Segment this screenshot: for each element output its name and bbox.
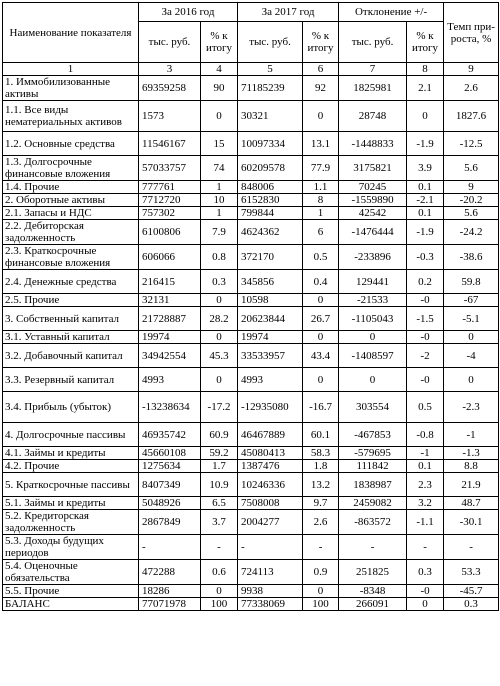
row-value: 724113 — [238, 560, 303, 585]
header-sub: тыс. руб. — [139, 22, 201, 63]
row-value: 0.5 — [303, 245, 339, 270]
row-value: -30.1 — [444, 510, 499, 535]
row-value: -1.3 — [444, 447, 499, 460]
table-row — [3, 331, 499, 344]
row-name: 3. Собственный капитал — [3, 307, 139, 331]
row-value: -21533 — [339, 294, 407, 307]
row-value: 30321 — [238, 101, 303, 132]
row-value: 1.1 — [303, 181, 339, 194]
row-value: - — [444, 535, 499, 560]
row-value: 1 — [303, 207, 339, 220]
table-row — [3, 535, 499, 560]
row-value: 2.6 — [303, 510, 339, 535]
row-value: 1275634 — [139, 460, 201, 473]
table-row — [3, 368, 499, 392]
row-value: 4993 — [238, 368, 303, 392]
column-index: 1 — [3, 63, 139, 76]
row-name: 5. Краткосрочные пассивы — [3, 473, 139, 497]
row-value: 77338069 — [238, 598, 303, 611]
row-value: 0.1 — [407, 181, 444, 194]
row-value: 32131 — [139, 294, 201, 307]
header-sub: % к итогу — [407, 22, 444, 63]
row-value: 4993 — [139, 368, 201, 392]
row-value: 18286 — [139, 585, 201, 598]
row-value: -12935080 — [238, 392, 303, 423]
row-value: 71185239 — [238, 76, 303, 101]
header-sub: тыс. руб. — [238, 22, 303, 63]
row-value: 100 — [303, 598, 339, 611]
row-name: 4. Долгосрочные пассивы — [3, 423, 139, 447]
row-value: 372170 — [238, 245, 303, 270]
row-value: -579695 — [339, 447, 407, 460]
table-row — [3, 132, 499, 156]
row-value: -0.8 — [407, 423, 444, 447]
column-index: 4 — [201, 63, 238, 76]
row-value: 100 — [201, 598, 238, 611]
row-name: 1.3. Долгосрочные финансовые вложения — [3, 156, 139, 181]
row-value: 5.6 — [444, 207, 499, 220]
row-value: 0.3 — [444, 598, 499, 611]
header-2016: За 2016 год — [139, 3, 238, 22]
row-name: 2.5. Прочие — [3, 294, 139, 307]
row-value: - — [303, 535, 339, 560]
row-value: 3175821 — [339, 156, 407, 181]
row-value: 0.3 — [201, 270, 238, 294]
header-name: Наименование показателя — [3, 3, 139, 63]
table-row — [3, 344, 499, 368]
row-value: 28.2 — [201, 307, 238, 331]
header-deviation: Отклонение +/- — [339, 3, 444, 22]
row-value: 74 — [201, 156, 238, 181]
table-row — [3, 76, 499, 101]
row-name: 4.2. Прочие — [3, 460, 139, 473]
row-value: 9 — [444, 181, 499, 194]
table-row — [3, 220, 499, 245]
row-value: 216415 — [139, 270, 201, 294]
row-value: -8348 — [339, 585, 407, 598]
row-value: 6 — [303, 220, 339, 245]
row-value: 0 — [444, 368, 499, 392]
row-value: 43.4 — [303, 344, 339, 368]
row-value: 28748 — [339, 101, 407, 132]
row-value: 0 — [407, 101, 444, 132]
row-value: 19974 — [139, 331, 201, 344]
row-value: -1.5 — [407, 307, 444, 331]
row-value: 757302 — [139, 207, 201, 220]
row-value: 1 — [201, 207, 238, 220]
row-name: 5.4. Оценочные обязательства — [3, 560, 139, 585]
table-row — [3, 245, 499, 270]
row-value: 5.6 — [444, 156, 499, 181]
row-name: 2.4. Денежные средства — [3, 270, 139, 294]
row-value: 0.3 — [407, 560, 444, 585]
row-name: 2. Оборотные активы — [3, 194, 139, 207]
table-row — [3, 460, 499, 473]
row-value: 1573 — [139, 101, 201, 132]
row-value: 10097334 — [238, 132, 303, 156]
row-value: -1408597 — [339, 344, 407, 368]
row-value: 472288 — [139, 560, 201, 585]
row-value: 1387476 — [238, 460, 303, 473]
table-row — [3, 560, 499, 585]
row-value: 2.6 — [444, 76, 499, 101]
row-value: 8.8 — [444, 460, 499, 473]
row-value: 92 — [303, 76, 339, 101]
row-name: 1. Иммобилизованные активы — [3, 76, 139, 101]
row-value: -20.2 — [444, 194, 499, 207]
header-growth-rate: Темп при-роста, % — [444, 3, 499, 63]
row-value: 19974 — [238, 331, 303, 344]
table-row — [3, 392, 499, 423]
row-value: 34942554 — [139, 344, 201, 368]
row-value: 129441 — [339, 270, 407, 294]
row-value: 6100806 — [139, 220, 201, 245]
row-value: -467853 — [339, 423, 407, 447]
row-value: - — [139, 535, 201, 560]
row-value: 2867849 — [139, 510, 201, 535]
row-value: 57033757 — [139, 156, 201, 181]
header-sub: тыс. руб. — [339, 22, 407, 63]
row-value: 345856 — [238, 270, 303, 294]
row-value: 0 — [303, 368, 339, 392]
row-value: 5048926 — [139, 497, 201, 510]
row-value: 21.9 — [444, 473, 499, 497]
row-name: БАЛАНС — [3, 598, 139, 611]
row-value: -0 — [407, 331, 444, 344]
row-value: 3.9 — [407, 156, 444, 181]
row-value: -863572 — [339, 510, 407, 535]
row-value: 2.3 — [407, 473, 444, 497]
row-value: 9.7 — [303, 497, 339, 510]
row-value: 0 — [303, 331, 339, 344]
row-value: 46935742 — [139, 423, 201, 447]
row-value: 251825 — [339, 560, 407, 585]
row-value: 13.1 — [303, 132, 339, 156]
row-value: 2004277 — [238, 510, 303, 535]
row-value: 0 — [339, 368, 407, 392]
row-value: 1827.6 — [444, 101, 499, 132]
row-value: -16.7 — [303, 392, 339, 423]
row-value: 1.8 — [303, 460, 339, 473]
table-row — [3, 473, 499, 497]
row-value: 10246336 — [238, 473, 303, 497]
balance-table — [2, 2, 499, 611]
table-row — [3, 585, 499, 598]
row-value: -1 — [444, 423, 499, 447]
row-value: 6152830 — [238, 194, 303, 207]
table-row — [3, 270, 499, 294]
row-value: -0.3 — [407, 245, 444, 270]
row-value: -67 — [444, 294, 499, 307]
row-value: 0.4 — [303, 270, 339, 294]
row-name: 3.3. Резервный капитал — [3, 368, 139, 392]
row-value: 2.1 — [407, 76, 444, 101]
row-value: -2 — [407, 344, 444, 368]
row-value: -1 — [407, 447, 444, 460]
table-row — [3, 181, 499, 194]
row-value: 848006 — [238, 181, 303, 194]
row-name: 2.2. Дебиторская задолженность — [3, 220, 139, 245]
table-row — [3, 423, 499, 447]
row-value: 1 — [201, 181, 238, 194]
row-value: -17.2 — [201, 392, 238, 423]
row-value: -12.5 — [444, 132, 499, 156]
table-row — [3, 447, 499, 460]
row-value: -1.9 — [407, 132, 444, 156]
column-index: 7 — [339, 63, 407, 76]
table-row — [3, 497, 499, 510]
row-value: 3.2 — [407, 497, 444, 510]
row-value: 7.9 — [201, 220, 238, 245]
row-name: 1.4. Прочие — [3, 181, 139, 194]
row-value: - — [238, 535, 303, 560]
row-value: 7712720 — [139, 194, 201, 207]
row-value: 45080413 — [238, 447, 303, 460]
row-value: 10.9 — [201, 473, 238, 497]
row-name: 3.1. Уставный капитал — [3, 331, 139, 344]
row-value: -2.3 — [444, 392, 499, 423]
row-value: 1.7 — [201, 460, 238, 473]
row-value: -1559890 — [339, 194, 407, 207]
row-value: 0 — [201, 331, 238, 344]
table-row — [3, 307, 499, 331]
row-value: 48.7 — [444, 497, 499, 510]
row-value: 77071978 — [139, 598, 201, 611]
row-value: -1448833 — [339, 132, 407, 156]
row-value: 303554 — [339, 392, 407, 423]
row-value: 799844 — [238, 207, 303, 220]
row-value: 45660108 — [139, 447, 201, 460]
table-row — [3, 207, 499, 220]
header-2017: За 2017 год — [238, 3, 339, 22]
row-value: 6.5 — [201, 497, 238, 510]
row-value: 0.5 — [407, 392, 444, 423]
table-row — [3, 294, 499, 307]
row-value: 777761 — [139, 181, 201, 194]
row-value: 0.8 — [201, 245, 238, 270]
row-value: 10598 — [238, 294, 303, 307]
column-index: 3 — [139, 63, 201, 76]
row-value: 0 — [303, 101, 339, 132]
row-value: -2.1 — [407, 194, 444, 207]
row-value: 53.3 — [444, 560, 499, 585]
row-value: 70245 — [339, 181, 407, 194]
row-value: - — [407, 535, 444, 560]
row-value: 42542 — [339, 207, 407, 220]
row-value: -0 — [407, 368, 444, 392]
row-value: 69359258 — [139, 76, 201, 101]
row-value: 0 — [201, 101, 238, 132]
row-value: 26.7 — [303, 307, 339, 331]
row-value: 0 — [201, 294, 238, 307]
row-value: 10 — [201, 194, 238, 207]
row-value: 15 — [201, 132, 238, 156]
row-value: 266091 — [339, 598, 407, 611]
row-value: 46467889 — [238, 423, 303, 447]
row-value: -1105043 — [339, 307, 407, 331]
row-value: 0 — [201, 368, 238, 392]
table-row — [3, 598, 499, 611]
row-value: 0.1 — [407, 207, 444, 220]
row-value: 0.1 — [407, 460, 444, 473]
row-value: -0 — [407, 294, 444, 307]
row-value: 1838987 — [339, 473, 407, 497]
row-value: 11546167 — [139, 132, 201, 156]
table-row — [3, 101, 499, 132]
row-name: 3.2. Добавочный капитал — [3, 344, 139, 368]
row-value: 45.3 — [201, 344, 238, 368]
column-index: 5 — [238, 63, 303, 76]
column-index: 9 — [444, 63, 499, 76]
row-value: 8407349 — [139, 473, 201, 497]
row-value: -24.2 — [444, 220, 499, 245]
row-value: 0.9 — [303, 560, 339, 585]
row-value: 111842 — [339, 460, 407, 473]
row-value: 2459082 — [339, 497, 407, 510]
row-value: 0 — [407, 598, 444, 611]
header-sub: % к итогу — [303, 22, 339, 63]
table-body — [3, 76, 499, 611]
row-value: -1476444 — [339, 220, 407, 245]
row-value: 8 — [303, 194, 339, 207]
row-name: 1.2. Основные средства — [3, 132, 139, 156]
row-value: 0 — [303, 585, 339, 598]
row-value: 0 — [201, 585, 238, 598]
row-name: 5.5. Прочие — [3, 585, 139, 598]
row-value: 20623844 — [238, 307, 303, 331]
row-name: 2.1. Запасы и НДС — [3, 207, 139, 220]
row-value: 33533957 — [238, 344, 303, 368]
row-value: 606066 — [139, 245, 201, 270]
row-value: -0 — [407, 585, 444, 598]
row-value: 21728887 — [139, 307, 201, 331]
row-value: 0.6 — [201, 560, 238, 585]
row-name: 5.2. Кредиторская задолженность — [3, 510, 139, 535]
row-value: -38.6 — [444, 245, 499, 270]
row-name: 4.1. Займы и кредиты — [3, 447, 139, 460]
row-value: 60.9 — [201, 423, 238, 447]
table-row — [3, 194, 499, 207]
row-value: 7508008 — [238, 497, 303, 510]
row-value: 77.9 — [303, 156, 339, 181]
row-name: 5.1. Займы и кредиты — [3, 497, 139, 510]
column-index: 8 — [407, 63, 444, 76]
row-value: - — [339, 535, 407, 560]
row-name: 5.3. Доходы будущих периодов — [3, 535, 139, 560]
row-value: -45.7 — [444, 585, 499, 598]
row-value: 1825981 — [339, 76, 407, 101]
row-name: 1.1. Все виды нематериальных активов — [3, 101, 139, 132]
row-value: 0.2 — [407, 270, 444, 294]
row-value: 0 — [339, 331, 407, 344]
row-value: 4624362 — [238, 220, 303, 245]
row-value: 0 — [303, 294, 339, 307]
row-value: 60209578 — [238, 156, 303, 181]
row-value: 3.7 — [201, 510, 238, 535]
row-value: - — [201, 535, 238, 560]
row-value: 60.1 — [303, 423, 339, 447]
row-value: -13238634 — [139, 392, 201, 423]
row-value: -1.1 — [407, 510, 444, 535]
row-value: 9938 — [238, 585, 303, 598]
header-sub: % к итогу — [201, 22, 238, 63]
row-value: 59.8 — [444, 270, 499, 294]
row-name: 3.4. Прибыль (убыток) — [3, 392, 139, 423]
row-value: -1.9 — [407, 220, 444, 245]
table-row — [3, 156, 499, 181]
row-value: 13.2 — [303, 473, 339, 497]
row-value: 0 — [444, 331, 499, 344]
row-name: 2.3. Краткосрочные финансовые вложения — [3, 245, 139, 270]
column-index: 6 — [303, 63, 339, 76]
row-value: 59.2 — [201, 447, 238, 460]
row-value: -233896 — [339, 245, 407, 270]
table-row — [3, 510, 499, 535]
row-value: -4 — [444, 344, 499, 368]
row-value: 58.3 — [303, 447, 339, 460]
row-value: 90 — [201, 76, 238, 101]
row-value: -5.1 — [444, 307, 499, 331]
